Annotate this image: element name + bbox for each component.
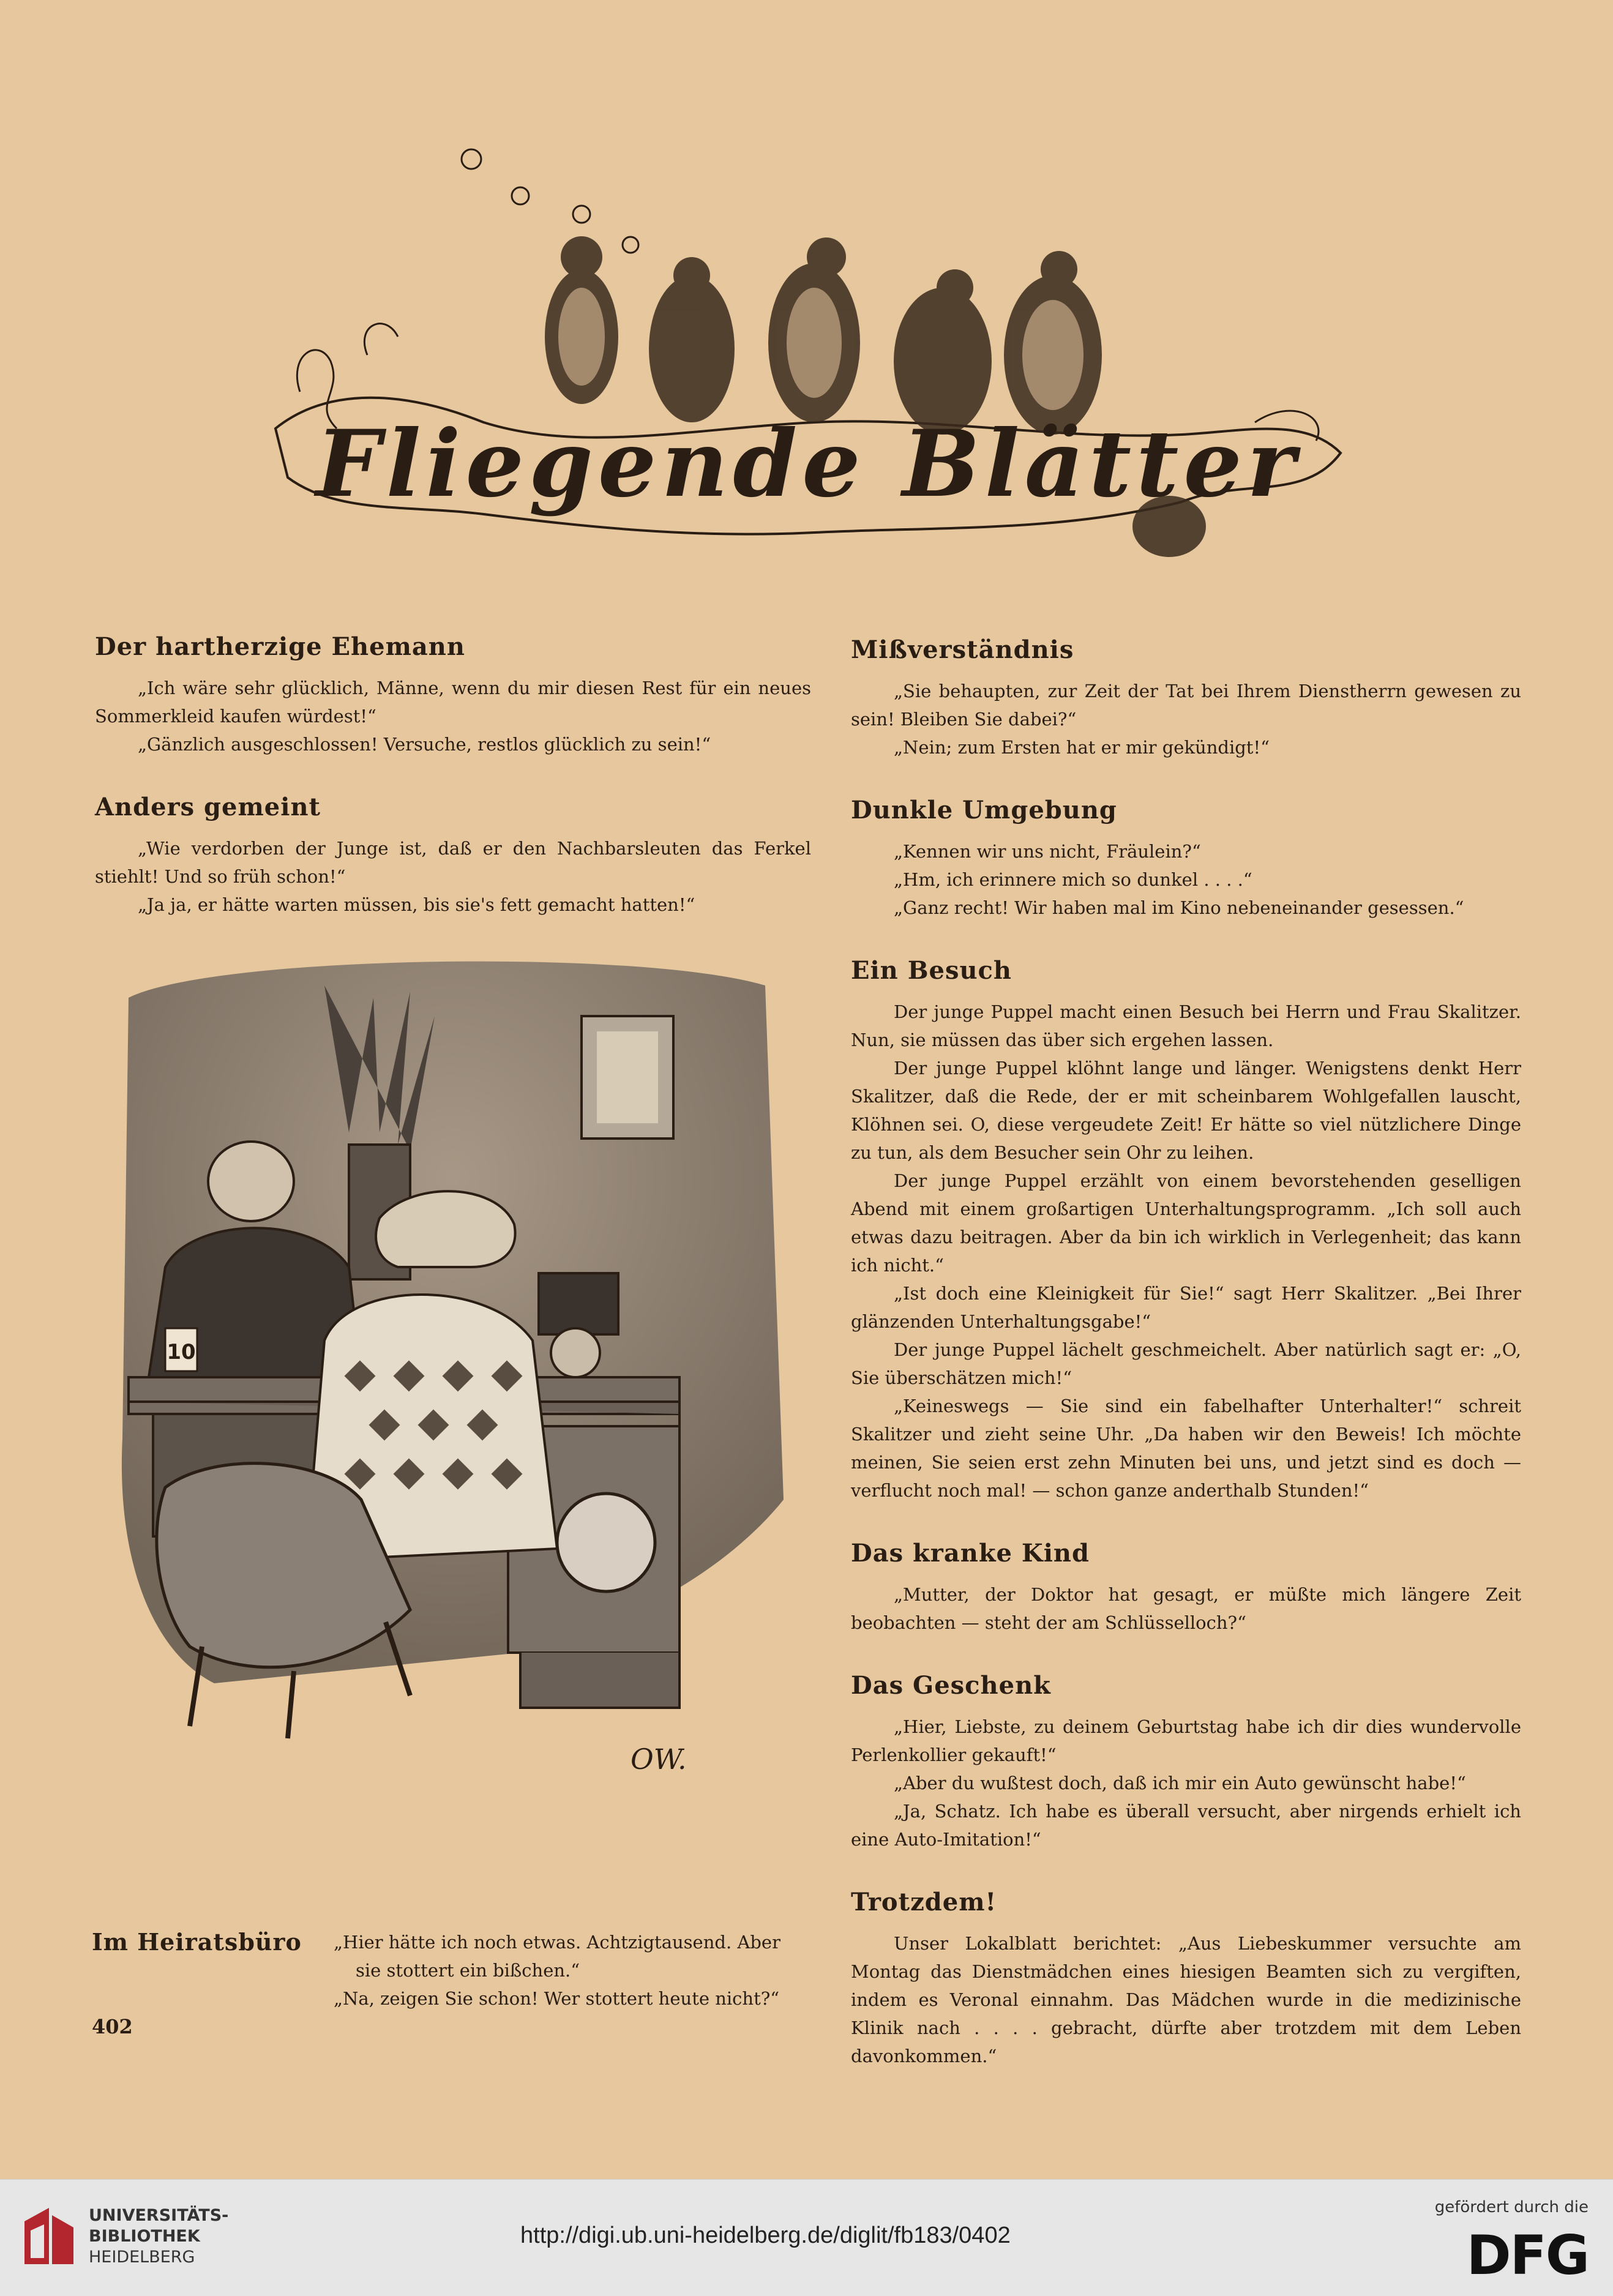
article-dunkle-umgebung (851, 797, 1521, 922)
headline: Trotzdem! (851, 1888, 997, 1916)
article-anders-gemeint (95, 794, 811, 919)
paragraph: „Ja ja, er hätte warten müssen, bis sie's fett gemacht hatten!“ (138, 894, 695, 915)
headline: Das Geschenk (851, 1671, 1051, 1700)
masthead-illustration (263, 135, 1353, 624)
paragraph: Der junge Puppel lächelt geschmeichelt. Aber natürlich sagt er: „O, Sie überschätzen mich!“ (851, 1339, 1521, 1388)
library-name-line: BIBLIOTHEK (89, 2227, 200, 2246)
caption-text (334, 1928, 817, 2013)
headline: Dunkle Umgebung (851, 796, 1117, 825)
paragraph: Der junge Puppel macht einen Besuch bei Herrn und Frau Skalitzer. Nun, sie müssen das über sich ergehen lassen. (851, 1001, 1521, 1050)
sponsor-text: gefördert durch die (1434, 2198, 1589, 2216)
artist-signature: OW. (631, 1743, 687, 1776)
paragraph: „Ganz recht! Wir haben mal im Kino nebeneinander gesessen.“ (894, 897, 1464, 918)
paragraph: „Hier, Liebste, zu deinem Geburtstag habe ich dir dies wundervolle Perlenkollier gekauft!“ (851, 1716, 1521, 1765)
page-number: 402 (92, 2015, 133, 2038)
caption-line: „Na, zeigen Sie schon! Wer stottert heute nicht?“ (334, 1988, 780, 2009)
digitization-footer (0, 2179, 1613, 2296)
caption-line: sie stottert ein bißchen.“ (356, 1960, 580, 1981)
library-name-line: UNIVERSITÄTS- (89, 2206, 229, 2225)
paragraph: „Sie behaupten, zur Zeit der Tat bei Ihrem Dienstherrn gewesen zu sein! Bleiben Sie dabei?“ (851, 681, 1521, 730)
headline: Mißverständnis (851, 635, 1074, 664)
headline: Ein Besuch (851, 956, 1012, 985)
library-name (89, 2205, 228, 2268)
paragraph: „Hm, ich erinnere mich so dunkel . . . .“ (894, 869, 1252, 890)
paragraph: Der junge Puppel erzählt von einem bevorstehenden geselligen Abend mit einem großartigen Unterhaltungsprogramm. „Ich soll auch etwas dazu beitragen. Aber da bin ich wirklich in Verlegenheit; das kann ich nicht.“ (851, 1170, 1521, 1276)
article-das-geschenk (851, 1672, 1521, 1853)
paragraph: „Ja, Schatz. Ich habe es überall versucht, aber nirgends erhielt ich eine Auto-Imitation!“ (851, 1801, 1521, 1850)
paragraph: „Wie verdorben der Junge ist, daß er den Nachbarsleuten das Ferkel stiehlt! Und so früh schon!“ (95, 838, 811, 887)
paragraph: Unser Lokalblatt berichtet: „Aus Liebeskummer versuchte am Montag das Dienstmädchen eines hiesigen Beamten sich zu vergiften, indem es Veronal einnahm. Das Mädchen wurde in die medizinische Klinik nach . . . . gebracht, dürfte aber trotzdem mit dem Leben davonkommen.“ (851, 1933, 1521, 2066)
article-trotzdem (851, 1889, 1521, 2070)
headline: Das kranke Kind (851, 1539, 1090, 1568)
article-ein-besuch (851, 957, 1521, 1505)
article-missverstaendnis (851, 637, 1521, 761)
paragraph: „Gänzlich ausgeschlossen! Versuche, restlos glücklich zu sein!“ (138, 734, 711, 755)
caption-line: „Hier hätte ich noch etwas. Achtzigtausend. Aber (334, 1932, 780, 1953)
article-das-kranke-kind (851, 1540, 1521, 1637)
article-hartherzige-ehemann (95, 634, 811, 758)
paragraph: „Aber du wußtest doch, daß ich mir ein Auto gewünscht habe!“ (894, 1773, 1466, 1793)
ub-heidelberg-logo-icon (18, 2203, 80, 2270)
library-name-line: HEIDELBERG (89, 2248, 195, 2267)
left-column (95, 634, 811, 954)
paragraph: „Kennen wir uns nicht, Fräulein?“ (894, 841, 1201, 862)
paragraph: „Mutter, der Doktor hat gesagt, er müßte mich längere Zeit beobachten — steht der am Schlüsselloch?“ (851, 1584, 1521, 1633)
paragraph: „Ich wäre sehr glücklich, Männe, wenn du mir diesen Rest für ein neues Sommerkleid kaufen würdest!“ (95, 678, 811, 727)
caption-title: Im Heiratsbüro (92, 1928, 302, 1956)
masthead-title: Fliegende Blätter (316, 410, 1300, 518)
right-column (851, 637, 1521, 2106)
headline: Anders gemeint (95, 793, 321, 821)
paragraph: „Keineswegs — Sie sind ein fabelhafter Unterhalter!“ schreit Skalitzer und zieht seine Uhr. „Da haben wir den Beweis! Ich möchte meinen, Sie seien erst zehn Minuten bei uns, und jetzt sind es doch — verflucht noch mal! — schon ganze anderthalb Stunden!“ (851, 1396, 1521, 1501)
paragraph: „Nein; zum Ersten hat er mir gekündigt!“ (894, 737, 1270, 758)
paragraph: Der junge Puppel klöhnt lange und länger. Wenigstens denkt Herr Skalitzer, daß die Rede, der er mit scheinbarem Wohlgefallen lauscht, Klöhnen sei. O, diese vergeudete Zeit! Er hätte so viel nützlichere Dinge zu tun, als dem Besucher sein Ohr zu leihen. (851, 1058, 1521, 1163)
cartoon-illustration (92, 949, 811, 1855)
source-url-link[interactable]: http://digi.ub.uni-heidelberg.de/diglit/fb183/0402 (520, 2223, 1011, 2248)
paragraph: „Ist doch eine Kleinigkeit für Sie!“ sagt Herr Skalitzer. „Bei Ihrer glänzenden Unterhaltungsgabe!“ (851, 1283, 1521, 1332)
dfg-logo: DFG (1466, 2224, 1589, 2287)
calendar-number: 10 (167, 1340, 196, 1364)
headline: Der hartherzige Ehemann (95, 632, 465, 661)
